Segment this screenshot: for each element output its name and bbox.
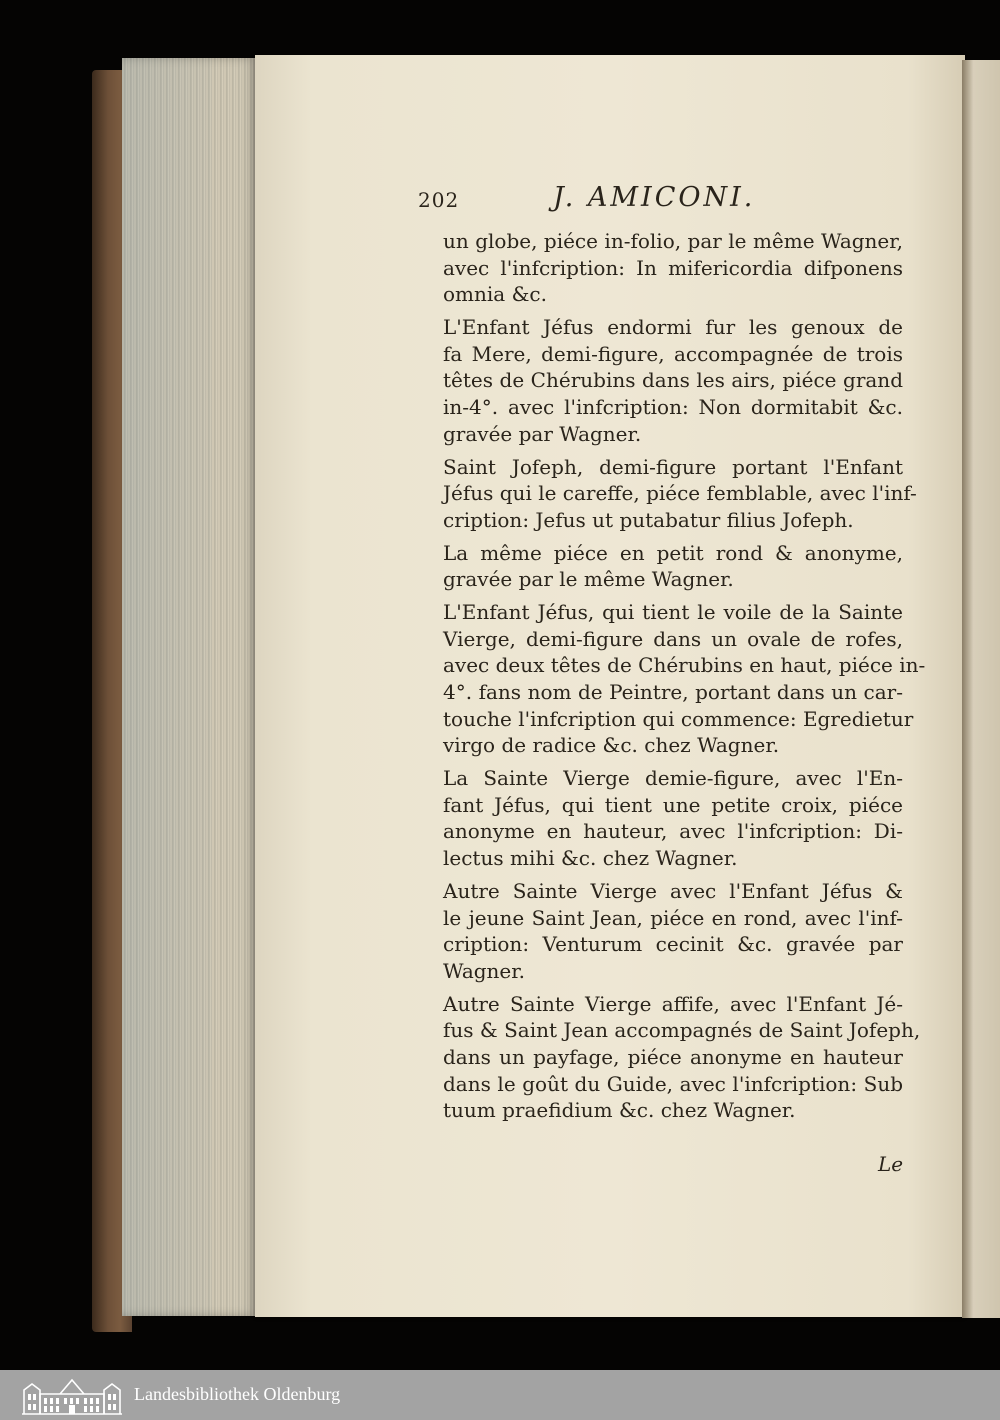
text-line: anonyme en hauteur, avec l'infcription: Di- (443, 819, 903, 844)
facing-page-edge (962, 60, 1000, 1318)
text-line: fant Jéfus, qui tient une petite croix, piéce (443, 792, 903, 817)
page-number: 202 (418, 188, 460, 212)
text-line: L'Enfant Jéfus endormi fur les genoux de (443, 315, 903, 340)
text-line: un globe, piéce in-folio, par le même Wagner, (443, 229, 903, 253)
page-stack-edges (122, 58, 257, 1316)
text-line: têtes de Chérubins dans les airs, piéce grand (443, 368, 903, 393)
library-building-icon (20, 1374, 124, 1416)
text-line: avec l'infcription: In mifericordia difponens (443, 255, 903, 280)
text-line: omnia &c. (443, 282, 547, 307)
text-line: in-4°. avec l'infcription: Non dormitabit &c. (443, 395, 903, 420)
text-line: fus & Saint Jean accompagnés de Saint Jofeph, (443, 1018, 921, 1043)
body-text (443, 228, 926, 1124)
footer-bar (0, 1370, 1000, 1420)
page-header (418, 182, 908, 222)
text-line: 4°. fans nom de Peintre, portant dans un car- (443, 680, 903, 704)
text-line: dans le goût du Guide, avec l'infcription: Sub (443, 1071, 903, 1096)
text-line: avec deux têtes de Chérubins en haut, piéce in- (443, 653, 926, 678)
library-name: Landesbibliothek Oldenburg (134, 1384, 341, 1404)
running-head: J. AMICONI. (553, 182, 756, 213)
text-line: Wagner. (443, 958, 525, 983)
text-line: tuum praefidium &c. chez Wagner. (443, 1098, 796, 1123)
text-line: lectus mihi &c. chez Wagner. (443, 846, 738, 871)
text-line: La même piéce en petit rond & anonyme, (443, 540, 903, 565)
text-line: dans un payfage, piéce anonyme en hauteur (443, 1044, 903, 1069)
text-line: Vierge, demi-figure dans un ovale de rofes, (443, 626, 903, 651)
text-line: L'Enfant Jéfus, qui tient le voile de la Sainte (443, 599, 903, 624)
text-line: cription: Jefus ut putabatur filius Jofeph. (443, 507, 854, 532)
text-line: cription: Venturum cecinit &c. gravée par (443, 932, 903, 957)
catchword: Le (878, 1152, 904, 1176)
text-line: Jéfus qui le careffe, piéce femblable, avec l'inf- (443, 481, 917, 506)
text-line: virgo de radice &c. chez Wagner. (443, 733, 780, 758)
text-line: Autre Sainte Vierge avec l'Enfant Jéfus & (443, 878, 903, 903)
text-line: gravée par Wagner. (443, 421, 642, 446)
text-line: Saint Jofeph, demi-figure portant l'Enfant (443, 454, 903, 479)
text-line: Autre Sainte Vierge affife, avec l'Enfant Jé- (443, 991, 903, 1016)
text-line: gravée par le même Wagner. (443, 567, 734, 592)
text-line: touche l'infcription qui commence: Egredietur (443, 706, 914, 731)
text-line: le jeune Saint Jean, piéce en rond, avec l'inf- (443, 905, 903, 930)
text-line: fa Mere, demi-figure, accompagnée de trois (443, 341, 903, 366)
text-line: La Sainte Vierge demie-figure, avec l'En- (443, 766, 903, 791)
